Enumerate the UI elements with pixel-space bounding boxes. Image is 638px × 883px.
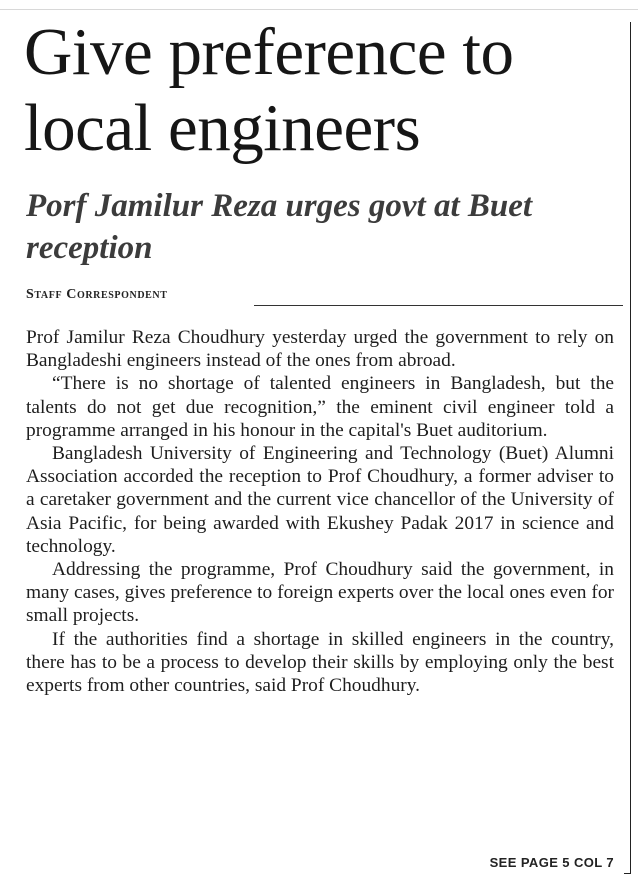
byline-rule [254, 305, 623, 306]
column-rule [630, 22, 631, 874]
paragraph: If the authorities find a shortage in skilled engineers in the country, there has to be a process to develop their skills by employing only the best experts from other countries, said Prof Choudhury. [26, 628, 614, 697]
paragraph: “There is no shortage of talented engineers in Bangladesh, but the talents do not get due recognition,” the eminent civil engineer told a programme arranged in his honour in the capital's Buet auditorium. [26, 373, 614, 441]
article-body [26, 326, 614, 697]
paragraph: Bangladesh University of Engineering and Technology (Buet) Alumni Association accorded the reception to Prof Choudhury, a former adviser to a caretaker government and the current vice chancellor of the University of Asia Pacific, for being awarded with Ekushey Padak 2017 in science and technology. [26, 443, 614, 557]
subheadline: Porf Jamilur Reza urges govt at Buet reception [26, 188, 533, 266]
top-border [0, 0, 638, 10]
headline: Give preference to local engineers [24, 15, 514, 165]
paragraph: Prof Jamilur Reza Choudhury yesterday urged the government to rely on Bangladeshi engineers instead of the ones from abroad. [26, 327, 614, 372]
continuation-note: SEE PAGE 5 COL 7 [489, 855, 614, 870]
byline: Staff Correspondent [26, 287, 168, 302]
column-rule-foot [624, 873, 631, 874]
paragraph: Addressing the programme, Prof Choudhury said the government, in many cases, gives preference to foreign experts over the local ones even for small projects. [26, 559, 614, 627]
